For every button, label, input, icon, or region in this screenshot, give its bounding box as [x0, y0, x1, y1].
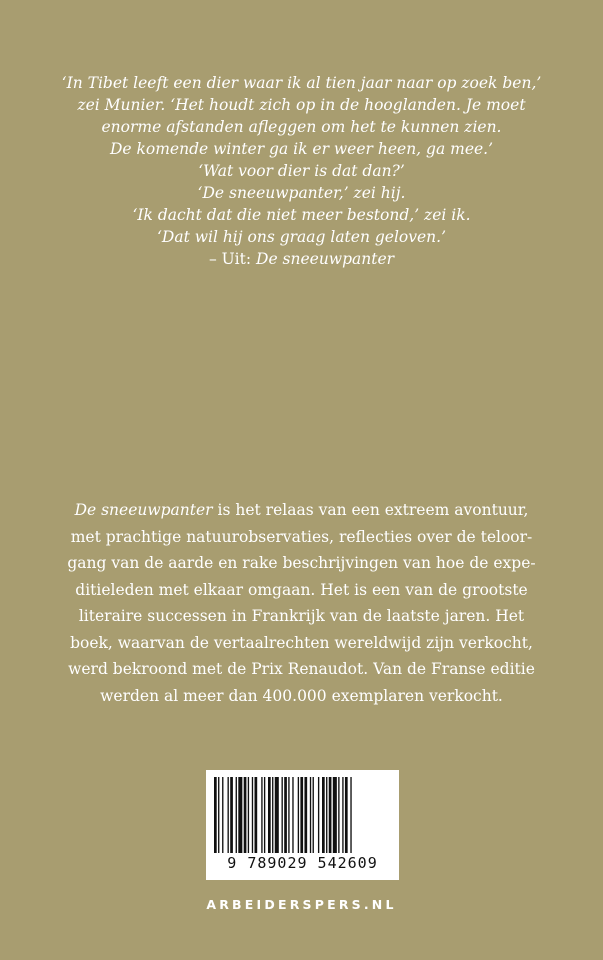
barcode-bar — [255, 777, 258, 853]
barcode-bar — [298, 777, 299, 853]
barcode-bar — [304, 777, 307, 853]
barcode-bar — [268, 777, 271, 853]
quote-line: De komende winter ga ik er weer heen, ga mee.’ — [109, 140, 494, 158]
barcode-bar — [275, 777, 279, 853]
barcode-bar — [313, 777, 314, 853]
attribution-prefix: – Uit: — [208, 250, 257, 268]
barcode-bar — [322, 777, 325, 853]
barcode-bar — [244, 777, 247, 853]
book-description — [20, 497, 583, 709]
blurb-line-1-text: is het relaas van een extreem avontuur, — [212, 501, 529, 519]
barcode-bar — [329, 777, 332, 853]
blurb-line — [20, 497, 583, 524]
barcode-bar — [214, 777, 217, 853]
barcode-bars — [214, 777, 391, 853]
barcode-bar — [342, 777, 343, 853]
barcode-bar — [264, 777, 265, 853]
barcode-bar — [345, 777, 348, 853]
blurb-line: boek, waarvan de vertaalrechten wereldwijd zijn verkocht, — [70, 633, 533, 652]
publisher-url: ARBEIDERSPERS.NL — [206, 897, 397, 912]
barcode-bar — [350, 777, 351, 853]
attribution-title: De sneeuwpanter — [256, 250, 395, 268]
blurb-book-title: De sneeuwpanter — [74, 501, 213, 519]
barcode-bar — [236, 777, 237, 853]
quote-line-5: ‘Dat wil hij ons graag laten geloven.’ — [156, 228, 447, 246]
quote-paragraph-1 — [20, 72, 583, 160]
barcode-bar — [284, 777, 287, 853]
quote-line: enorme afstanden afleggen om het te kunnen zien. — [101, 118, 502, 136]
barcode-bar — [218, 777, 219, 853]
barcode-bar — [338, 777, 339, 853]
barcode-bar — [261, 777, 262, 853]
blurb-line: met prachtige natuurobservaties, reflecties over de teloor- — [70, 527, 533, 546]
barcode-bar — [238, 777, 242, 853]
barcode-bar — [318, 777, 319, 853]
blurb-line: ditieleden met elkaar omgaan. Het is een van de grootste — [75, 580, 528, 599]
barcode-bar — [228, 777, 229, 853]
barcode-bar — [230, 777, 233, 853]
isbn-barcode — [206, 770, 399, 880]
barcode-bar — [326, 777, 327, 853]
barcode-bar — [333, 777, 337, 853]
quote-line: zei Munier. ‘Het houdt zich op in de hooglanden. Je moet — [77, 96, 526, 114]
blurb-line: gang van de aarde en rake beschrijvingen van hoe de expe- — [67, 554, 536, 572]
barcode-bar — [272, 777, 273, 853]
barcode-bar — [252, 777, 253, 853]
barcode-bar — [248, 777, 249, 853]
blurb-line: literaire successen in Frankrijk van de laatste jaren. Het — [78, 607, 525, 625]
excerpt-quote — [20, 72, 583, 270]
barcode-bar — [288, 777, 289, 853]
quote-line-4: ‘Ik dacht dat die niet meer bestond,’ zei ik. — [132, 206, 471, 224]
quote-line-3: ‘De sneeuwpanter,’ zei hij. — [197, 184, 406, 202]
quote-line: ‘In Tibet leeft een dier waar ik al tien jaar naar op zoek ben,’ — [61, 74, 542, 92]
barcode-bar — [292, 777, 293, 853]
barcode-bar — [300, 777, 303, 853]
quote-attribution — [20, 248, 583, 270]
barcode-bar — [310, 777, 311, 853]
blurb-line: werd bekroond met de Prix Renaudot. Van de Franse editie — [68, 660, 535, 678]
blurb-line: werden al meer dan 400.000 exemplaren verkocht. — [100, 686, 503, 705]
barcode-bar — [222, 777, 223, 853]
barcode-bar — [282, 777, 283, 853]
quote-line-2: ‘Wat voor dier is dat dan?’ — [198, 162, 405, 180]
isbn-digits: 9 789029 542609 — [227, 854, 378, 872]
